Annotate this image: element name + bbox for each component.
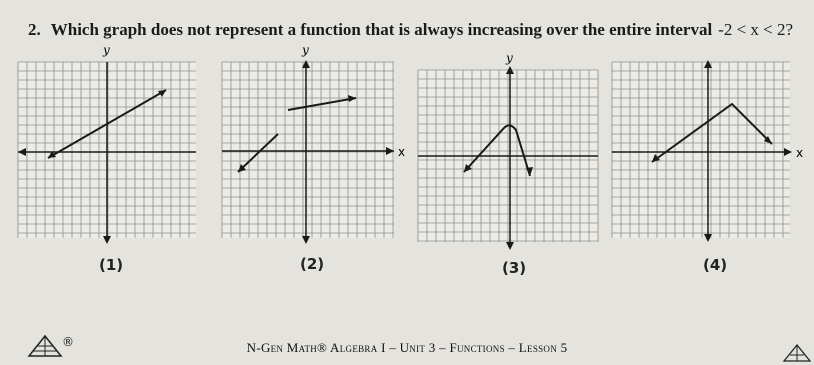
graph-4 bbox=[612, 62, 804, 242]
choice-label-2: (2) bbox=[300, 255, 325, 273]
choice-label-4: (4) bbox=[703, 256, 728, 274]
graph-2 bbox=[222, 43, 412, 242]
registered-mark: ® bbox=[62, 335, 74, 349]
choice-label-3: (3) bbox=[502, 259, 527, 277]
choice-label-1: (1) bbox=[99, 256, 124, 274]
graph-4-grid bbox=[612, 62, 790, 238]
graph-2-y-label: y bbox=[302, 43, 309, 57]
graph-3 bbox=[418, 51, 600, 246]
graph-1-y-label: y bbox=[103, 43, 110, 57]
graph-2-grid bbox=[222, 62, 394, 238]
question-text: Which graph does not represent a function that is always increasing over the entire interval bbox=[50, 20, 713, 39]
graph-4-x-label: x bbox=[796, 146, 804, 160]
graph-2-x-label: x bbox=[398, 145, 406, 159]
footer-text: N-Gen Math® Algebra I – Unit 3 – Functions – Lesson 5 bbox=[246, 340, 568, 355]
question-number: 2. bbox=[28, 20, 41, 39]
graph-3-y-label: y bbox=[506, 51, 513, 65]
graph-1 bbox=[18, 43, 198, 247]
graph-2-grid-background bbox=[222, 62, 394, 238]
question-interval: -2 < x < 2? bbox=[718, 20, 794, 39]
question-prompt bbox=[28, 20, 808, 40]
ngen-logo-right-icon bbox=[782, 343, 812, 363]
